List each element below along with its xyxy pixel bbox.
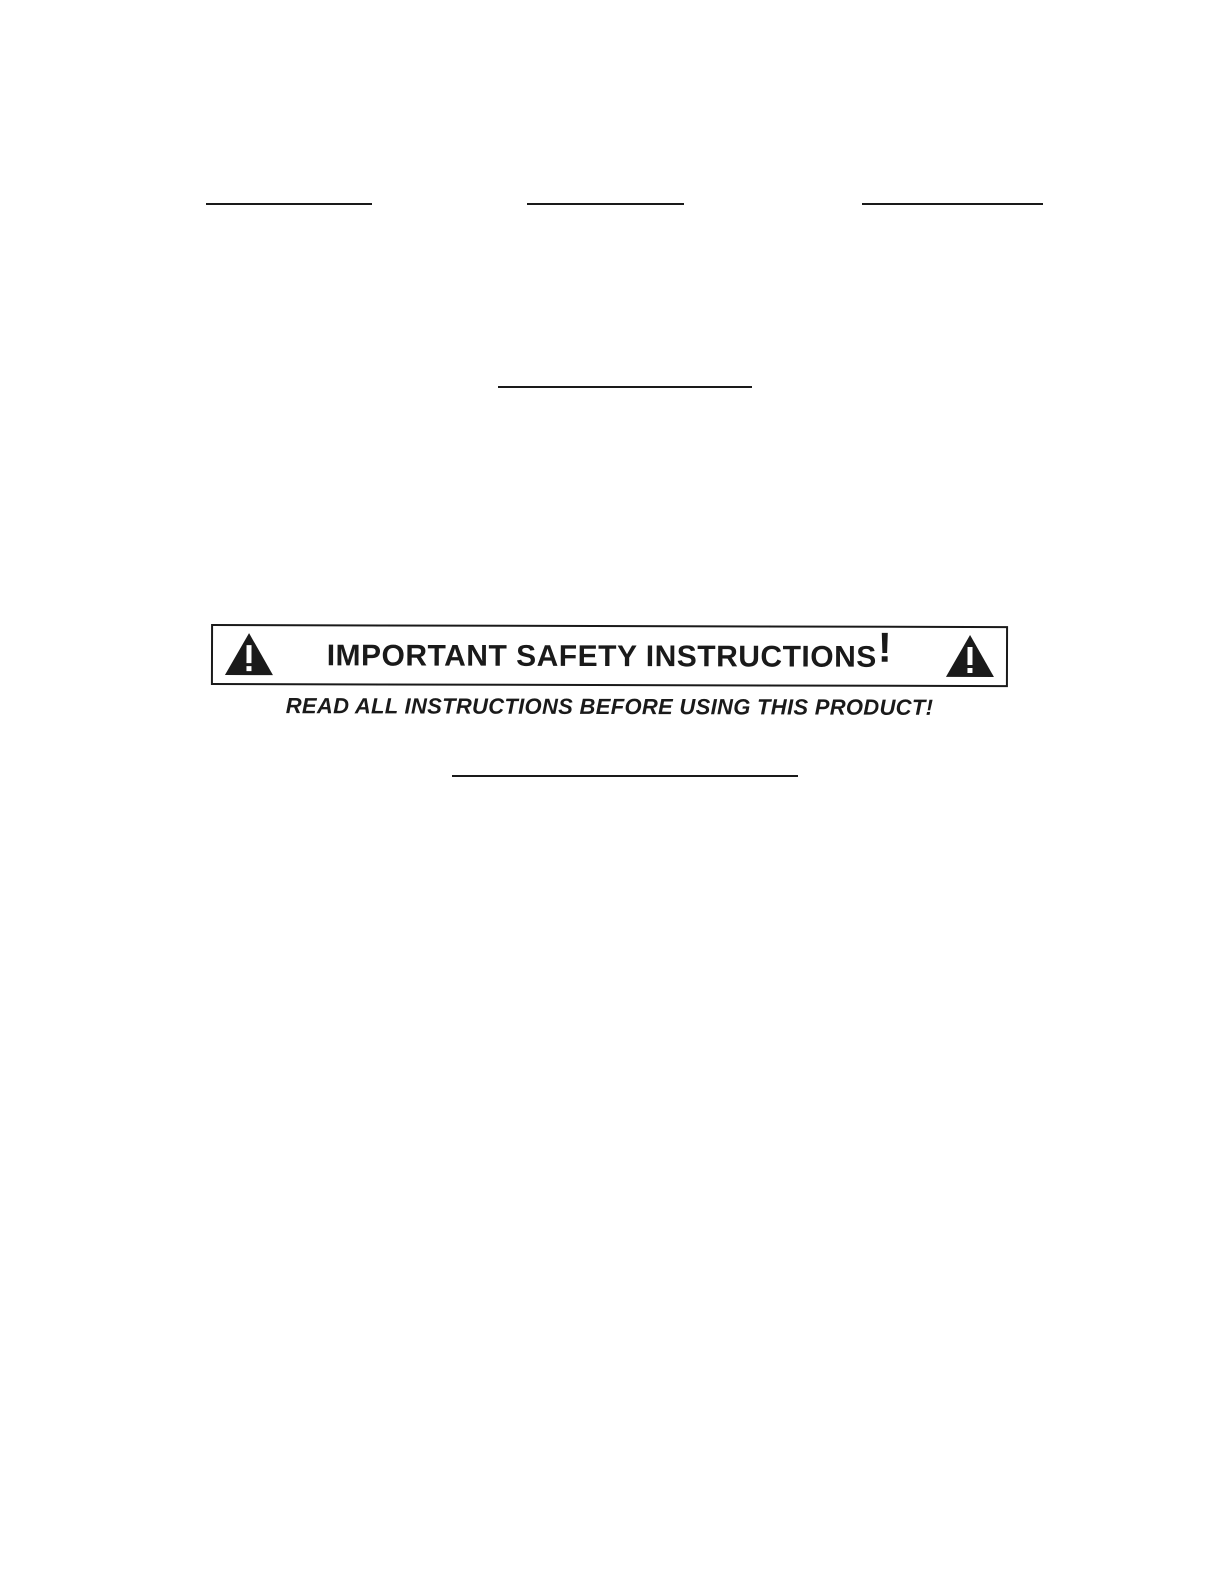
banner-exclamation: !: [877, 623, 893, 671]
safety-banner-title: [213, 623, 1006, 678]
fill-in-line: [527, 203, 684, 205]
safety-banner: [211, 624, 1008, 687]
fill-in-line: [862, 203, 1043, 205]
warning-triangle-icon: [944, 633, 996, 679]
banner-title-text: IMPORTANT SAFETY INSTRUCTIONS: [326, 639, 877, 674]
fill-in-line: [452, 775, 798, 777]
read-instructions-notice: READ ALL INSTRUCTIONS BEFORE USING THIS PRODUCT!: [285, 693, 934, 720]
fill-in-line: [498, 386, 752, 388]
fill-in-line: [206, 203, 372, 205]
